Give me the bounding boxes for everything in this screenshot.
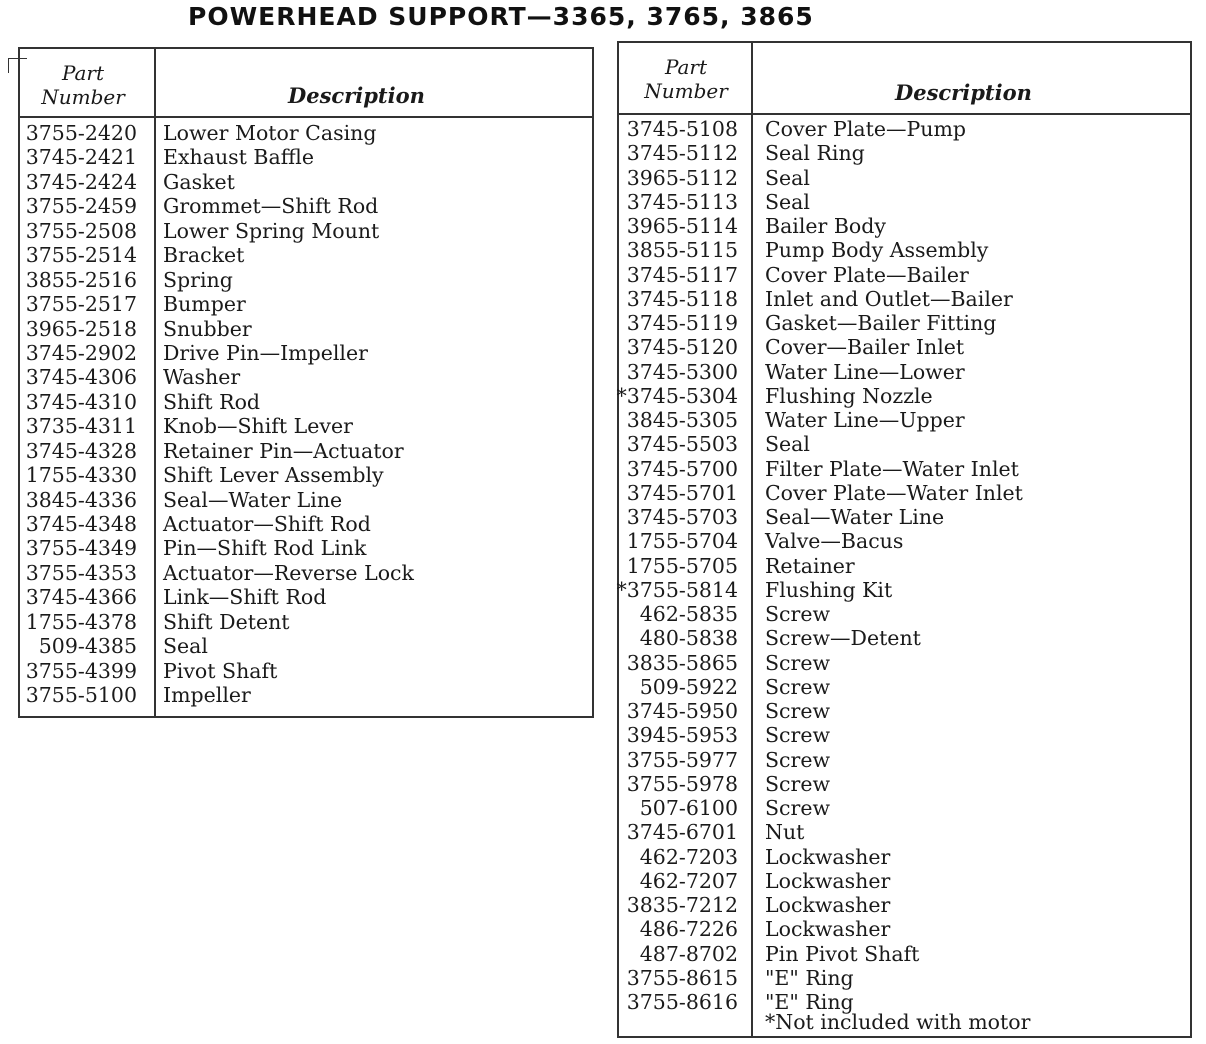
description-cell: Water Line—Upper [765,408,965,432]
part-number-cell: 486-7226 [639,917,738,942]
description-cell: Screw [765,796,831,820]
table-row [20,390,592,414]
description-cell: Filter Plate—Water Inlet [765,456,1019,481]
part-number-cell: 462-5835 [639,602,738,626]
part-number-cell: 3755-2508 [25,218,137,243]
table-row [619,432,1190,456]
table-row [20,292,592,316]
description-header: Description [895,80,1032,105]
part-number-cell: 3755-2514 [25,243,137,268]
part-number-cell: 3755-4353 [25,560,137,585]
table-row [619,699,1190,723]
table-row [619,263,1190,287]
part-number-cell: 3745-5503 [626,432,738,457]
table-row [20,488,592,512]
table-row [20,414,592,438]
description-cell: Pin—Shift Rod Link [163,536,367,561]
parts-table-left [18,47,594,718]
description-cell: Seal [163,634,208,659]
description-cell: Bailer Body [765,214,886,238]
description-cell: Lockwasher [765,844,891,869]
part-number-cell: 3755-8616 [626,990,738,1014]
part-number-cell: 462-7203 [639,844,738,869]
table-row [20,145,592,169]
description-cell: Lower Motor Casing [163,121,377,145]
table-row [619,481,1190,505]
description-cell: Shift Lever Assembly [163,463,384,488]
description-cell: Cover Plate—Water Inlet [765,480,1023,505]
table-row [20,365,592,389]
part-number-cell: 480-5838 [639,626,738,651]
part-number-cell: 3755-5978 [626,771,738,796]
description-cell: Grommet—Shift Rod [163,194,379,219]
part-number-cell: *3755-5814 [616,577,738,602]
description-cell: Shift Rod [163,389,261,414]
table-row [619,457,1190,481]
description-cell: "E" Ring [765,990,854,1014]
description-cell: "E" Ring [765,965,854,990]
description-cell: Screw [765,771,831,796]
table-row [619,651,1190,675]
description-cell: Knob—Shift Lever [163,414,353,439]
part-number-cell: 3855-2516 [25,267,137,292]
part-number-cell: *3745-5304 [616,383,738,408]
footnote: *Not included with motor [765,1010,1031,1034]
part-number-header: Part Number [644,55,728,103]
table-row [619,214,1190,238]
description-cell: Screw [765,602,831,626]
table-row [619,602,1190,626]
description-cell: Cover Plate—Pump [765,117,967,141]
description-cell: Bumper [163,292,246,317]
table-row [619,117,1190,141]
table-row [616,577,1190,602]
table-row [619,554,1190,578]
description-cell: Washer [163,365,241,390]
parts-table-right [617,41,1192,1038]
part-number-cell: 3745-5950 [626,699,738,723]
description-cell: Screw [765,650,831,675]
table-row [619,869,1190,893]
part-number-cell: 3745-5120 [626,335,738,360]
table-row [619,772,1190,796]
description-cell: Screw [765,674,831,699]
table-row [619,166,1190,190]
part-number-cell: 1755-5705 [626,553,738,578]
table-row [20,610,592,634]
description-cell: Inlet and Outlet—Bailer [765,286,1013,311]
table-row [20,536,592,560]
description-cell: Snubber [163,316,252,341]
part-number-cell: 3965-5114 [626,214,738,238]
part-number-cell: 3745-4310 [25,389,137,414]
part-number-cell: 3745-2902 [25,340,137,365]
table-row [619,190,1190,214]
description-cell: Lower Spring Mount [163,218,380,243]
description-cell: Screw [765,723,831,748]
table-row [616,383,1190,408]
description-cell: Screw—Detent [765,626,921,651]
description-cell: Retainer [765,553,855,578]
table-row [619,917,1190,941]
table-row [20,634,592,658]
description-cell: Spring [163,267,233,292]
part-number-cell: 3845-4336 [25,487,137,512]
part-number-cell: 3855-5115 [626,238,738,263]
part-number-cell: 507-6100 [639,796,738,820]
table-row [619,796,1190,820]
table-row [619,238,1190,262]
description-cell: Pin Pivot Shaft [765,941,920,966]
table-row [619,820,1190,844]
table-row [20,317,592,341]
part-number-cell: 3745-5700 [626,456,738,481]
part-number-cell: 3745-5108 [626,117,738,141]
description-cell: Gasket [163,169,235,194]
table-row [619,360,1190,384]
description-cell: Valve—Bacus [765,529,904,554]
table-row [20,439,592,463]
part-number-cell: 3965-5112 [626,165,738,190]
table-row [20,659,592,683]
table-row [20,243,592,267]
description-cell: Seal [765,165,810,190]
table-row [20,512,592,536]
part-number-cell: 509-4385 [38,634,137,659]
description-cell: Actuator—Reverse Lock [163,560,414,585]
table-row [619,529,1190,553]
description-cell: Nut [765,820,805,845]
description-cell: Lockwasher [765,917,891,942]
part-number-cell: 3755-2517 [25,292,137,317]
part-number-cell: 3755-2459 [25,194,137,219]
description-cell: Flushing Kit [765,577,893,602]
part-number-cell: 3755-2420 [25,121,137,145]
part-number-cell: 3745-5118 [626,286,738,311]
part-number-cell: 1755-4330 [25,463,137,488]
table-row [20,219,592,243]
part-number-cell: 3755-8615 [626,965,738,990]
table-row [20,170,592,194]
description-cell: Bracket [163,243,245,268]
table-row [20,121,592,145]
part-number-cell: 3745-5119 [626,311,738,335]
table-row [20,341,592,365]
description-cell: Seal [765,432,810,457]
description-cell: Seal Ring [765,141,865,166]
description-cell: Impeller [163,683,251,708]
description-cell: Exhaust Baffle [163,145,314,170]
part-number-cell: 3945-5953 [626,723,738,748]
table-row [619,966,1190,990]
description-cell: Screw [765,747,831,772]
description-cell: Pivot Shaft [163,658,278,683]
part-number-cell: 1755-5704 [626,529,738,554]
part-number-cell: 3745-4348 [25,512,137,536]
table-row [619,723,1190,747]
description-cell: Shift Detent [163,609,290,634]
table-row [619,408,1190,432]
description-cell: Water Line—Lower [765,359,965,384]
table-row [619,287,1190,311]
description-header: Description [288,83,425,108]
table-row [20,268,592,292]
part-number-header: Part Number [41,61,125,109]
table-row [619,311,1190,335]
table-row [619,893,1190,917]
description-cell: Screw [765,699,831,723]
part-number-cell: 3965-2518 [25,316,137,341]
table-row [20,561,592,585]
part-number-cell: 462-7207 [639,868,738,893]
description-cell: Pump Body Assembly [765,238,989,263]
part-number-cell: 509-5922 [639,674,738,699]
description-cell: Link—Shift Rod [163,585,327,610]
part-number-cell: 3745-4328 [25,438,137,463]
part-number-cell: 3745-5703 [626,505,738,529]
description-cell: Gasket—Bailer Fitting [765,311,997,335]
part-number-cell: 3745-2421 [25,145,137,170]
description-cell: Flushing Nozzle [765,383,933,408]
part-number-cell: 3745-4366 [25,585,137,610]
part-number-cell: 3745-5117 [626,262,738,287]
table-row [619,626,1190,650]
table-row [619,845,1190,869]
part-number-cell: 3745-2424 [25,169,137,194]
table-row [619,748,1190,772]
part-number-cell: 3845-5305 [626,408,738,432]
part-number-cell: 487-8702 [639,941,738,966]
description-cell: Seal—Water Line [765,505,945,529]
description-cell: Seal—Water Line [163,487,343,512]
part-number-cell: 3745-5701 [626,480,738,505]
part-number-cell: 3745-5300 [626,359,738,384]
table-row [20,585,592,609]
table-row [20,683,592,707]
part-number-cell: 3755-4399 [25,658,137,683]
description-cell: Drive Pin—Impeller [163,340,368,365]
part-number-cell: 1755-4378 [25,609,137,634]
part-number-cell: 3755-5977 [626,747,738,772]
table-row [619,505,1190,529]
table-row [619,942,1190,966]
part-number-cell: 3745-4306 [25,365,137,390]
description-cell: Lockwasher [765,893,891,917]
description-cell: Lockwasher [765,868,891,893]
description-cell: Actuator—Shift Rod [163,512,371,536]
part-number-cell: 3755-4349 [25,536,137,561]
table-row [619,335,1190,359]
part-number-cell: 3745-6701 [626,820,738,845]
part-number-cell: 3755-5100 [25,683,137,708]
table-row [619,675,1190,699]
table-row [20,194,592,218]
table-body [616,117,1190,1014]
description-cell: Cover Plate—Bailer [765,262,969,287]
description-cell: Retainer Pin—Actuator [163,438,404,463]
part-number-cell: 3835-7212 [626,893,738,917]
part-number-cell: 3745-5112 [626,141,738,166]
part-number-cell: 3745-5113 [626,189,738,214]
part-number-cell: 3735-4311 [25,414,137,439]
page-title: POWERHEAD SUPPORT—3365, 3765, 3865 [188,2,814,31]
table-body [20,121,592,708]
description-cell: Cover—Bailer Inlet [765,335,965,360]
description-cell: Seal [765,189,810,214]
part-number-cell: 3835-5865 [626,650,738,675]
table-row [20,463,592,487]
table-row [619,141,1190,165]
